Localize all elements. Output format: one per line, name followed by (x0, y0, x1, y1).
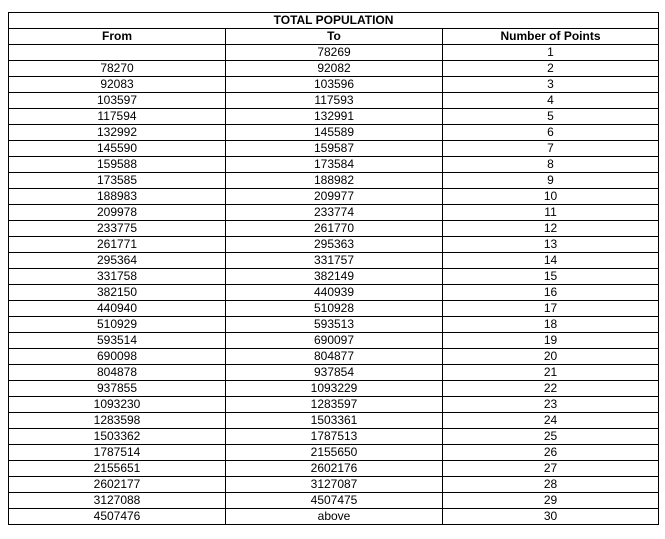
table-row (9, 221, 659, 237)
cell-from: 4507476 (9, 509, 226, 525)
table-row (9, 397, 659, 413)
cell-to: 382149 (226, 269, 443, 285)
cell-from: 261771 (9, 237, 226, 253)
cell-from: 1093230 (9, 397, 226, 413)
cell-to: 937854 (226, 365, 443, 381)
table-row (9, 77, 659, 93)
cell-to: 4507475 (226, 493, 443, 509)
cell-to: 690097 (226, 333, 443, 349)
column-header-to: To (226, 29, 443, 45)
table-row (9, 189, 659, 205)
cell-to: 804877 (226, 349, 443, 365)
cell-to: 145589 (226, 125, 443, 141)
cell-to: 593513 (226, 317, 443, 333)
cell-to: 173584 (226, 157, 443, 173)
cell-from: 1283598 (9, 413, 226, 429)
cell-from: 3127088 (9, 493, 226, 509)
cell-from: 103597 (9, 93, 226, 109)
cell-points: 20 (443, 349, 659, 365)
table-body (9, 45, 659, 525)
cell-points: 19 (443, 333, 659, 349)
cell-from: 1503362 (9, 429, 226, 445)
cell-to: 103596 (226, 77, 443, 93)
table-row (9, 333, 659, 349)
table-row (9, 173, 659, 189)
cell-from: 2155651 (9, 461, 226, 477)
table-title: TOTAL POPULATION (9, 13, 659, 29)
table-row (9, 349, 659, 365)
table-header-row (9, 29, 659, 45)
cell-from: 510929 (9, 317, 226, 333)
cell-to: 1787513 (226, 429, 443, 445)
cell-from: 173585 (9, 173, 226, 189)
cell-from: 295364 (9, 253, 226, 269)
cell-from: 593514 (9, 333, 226, 349)
table-row (9, 61, 659, 77)
cell-points: 29 (443, 493, 659, 509)
table-row (9, 493, 659, 509)
table-row (9, 381, 659, 397)
cell-to: 132991 (226, 109, 443, 125)
cell-from: 382150 (9, 285, 226, 301)
cell-to: 295363 (226, 237, 443, 253)
column-header-points: Number of Points (443, 29, 659, 45)
table-row (9, 237, 659, 253)
table-row (9, 285, 659, 301)
cell-points: 7 (443, 141, 659, 157)
cell-points: 24 (443, 413, 659, 429)
table-row (9, 317, 659, 333)
cell-from: 233775 (9, 221, 226, 237)
cell-to: 440939 (226, 285, 443, 301)
cell-points: 14 (443, 253, 659, 269)
table-row (9, 365, 659, 381)
cell-points: 11 (443, 205, 659, 221)
cell-to: 510928 (226, 301, 443, 317)
table-row (9, 477, 659, 493)
cell-from: 937855 (9, 381, 226, 397)
cell-to: 92082 (226, 61, 443, 77)
cell-points: 1 (443, 45, 659, 61)
cell-points: 6 (443, 125, 659, 141)
table-row (9, 461, 659, 477)
cell-points: 8 (443, 157, 659, 173)
cell-to: 159587 (226, 141, 443, 157)
table-row (9, 253, 659, 269)
cell-points: 16 (443, 285, 659, 301)
cell-from: 145590 (9, 141, 226, 157)
cell-from: 209978 (9, 205, 226, 221)
cell-points: 22 (443, 381, 659, 397)
cell-from: 690098 (9, 349, 226, 365)
table-row (9, 269, 659, 285)
cell-from: 2602177 (9, 477, 226, 493)
cell-from: 1787514 (9, 445, 226, 461)
cell-from: 117594 (9, 109, 226, 125)
table-row (9, 157, 659, 173)
population-points-table (8, 12, 659, 525)
table-row (9, 205, 659, 221)
table-row (9, 109, 659, 125)
table-title-row (9, 13, 659, 29)
cell-to: above (226, 509, 443, 525)
table-row (9, 413, 659, 429)
cell-to: 117593 (226, 93, 443, 109)
cell-points: 25 (443, 429, 659, 445)
cell-to: 331757 (226, 253, 443, 269)
table-row (9, 509, 659, 525)
cell-from: 440940 (9, 301, 226, 317)
cell-to: 78269 (226, 45, 443, 61)
table-row (9, 429, 659, 445)
cell-to: 1093229 (226, 381, 443, 397)
cell-points: 5 (443, 109, 659, 125)
cell-from: 331758 (9, 269, 226, 285)
cell-points: 28 (443, 477, 659, 493)
cell-points: 10 (443, 189, 659, 205)
cell-points: 3 (443, 77, 659, 93)
cell-points: 17 (443, 301, 659, 317)
cell-points: 26 (443, 445, 659, 461)
cell-points: 12 (443, 221, 659, 237)
table-row (9, 141, 659, 157)
cell-points: 15 (443, 269, 659, 285)
table-row (9, 125, 659, 141)
cell-to: 3127087 (226, 477, 443, 493)
cell-from: 159588 (9, 157, 226, 173)
cell-from: 132992 (9, 125, 226, 141)
cell-to: 233774 (226, 205, 443, 221)
cell-points: 4 (443, 93, 659, 109)
table-row (9, 445, 659, 461)
cell-points: 2 (443, 61, 659, 77)
cell-from: 92083 (9, 77, 226, 93)
cell-points: 9 (443, 173, 659, 189)
cell-to: 261770 (226, 221, 443, 237)
cell-points: 23 (443, 397, 659, 413)
cell-from (9, 45, 226, 61)
table-row (9, 93, 659, 109)
cell-to: 2155650 (226, 445, 443, 461)
cell-from: 804878 (9, 365, 226, 381)
cell-to: 209977 (226, 189, 443, 205)
table-row (9, 45, 659, 61)
table-row (9, 301, 659, 317)
cell-to: 1503361 (226, 413, 443, 429)
cell-points: 27 (443, 461, 659, 477)
cell-to: 2602176 (226, 461, 443, 477)
cell-from: 188983 (9, 189, 226, 205)
cell-points: 21 (443, 365, 659, 381)
column-header-from: From (9, 29, 226, 45)
cell-points: 30 (443, 509, 659, 525)
cell-points: 18 (443, 317, 659, 333)
cell-from: 78270 (9, 61, 226, 77)
cell-to: 1283597 (226, 397, 443, 413)
cell-points: 13 (443, 237, 659, 253)
cell-to: 188982 (226, 173, 443, 189)
